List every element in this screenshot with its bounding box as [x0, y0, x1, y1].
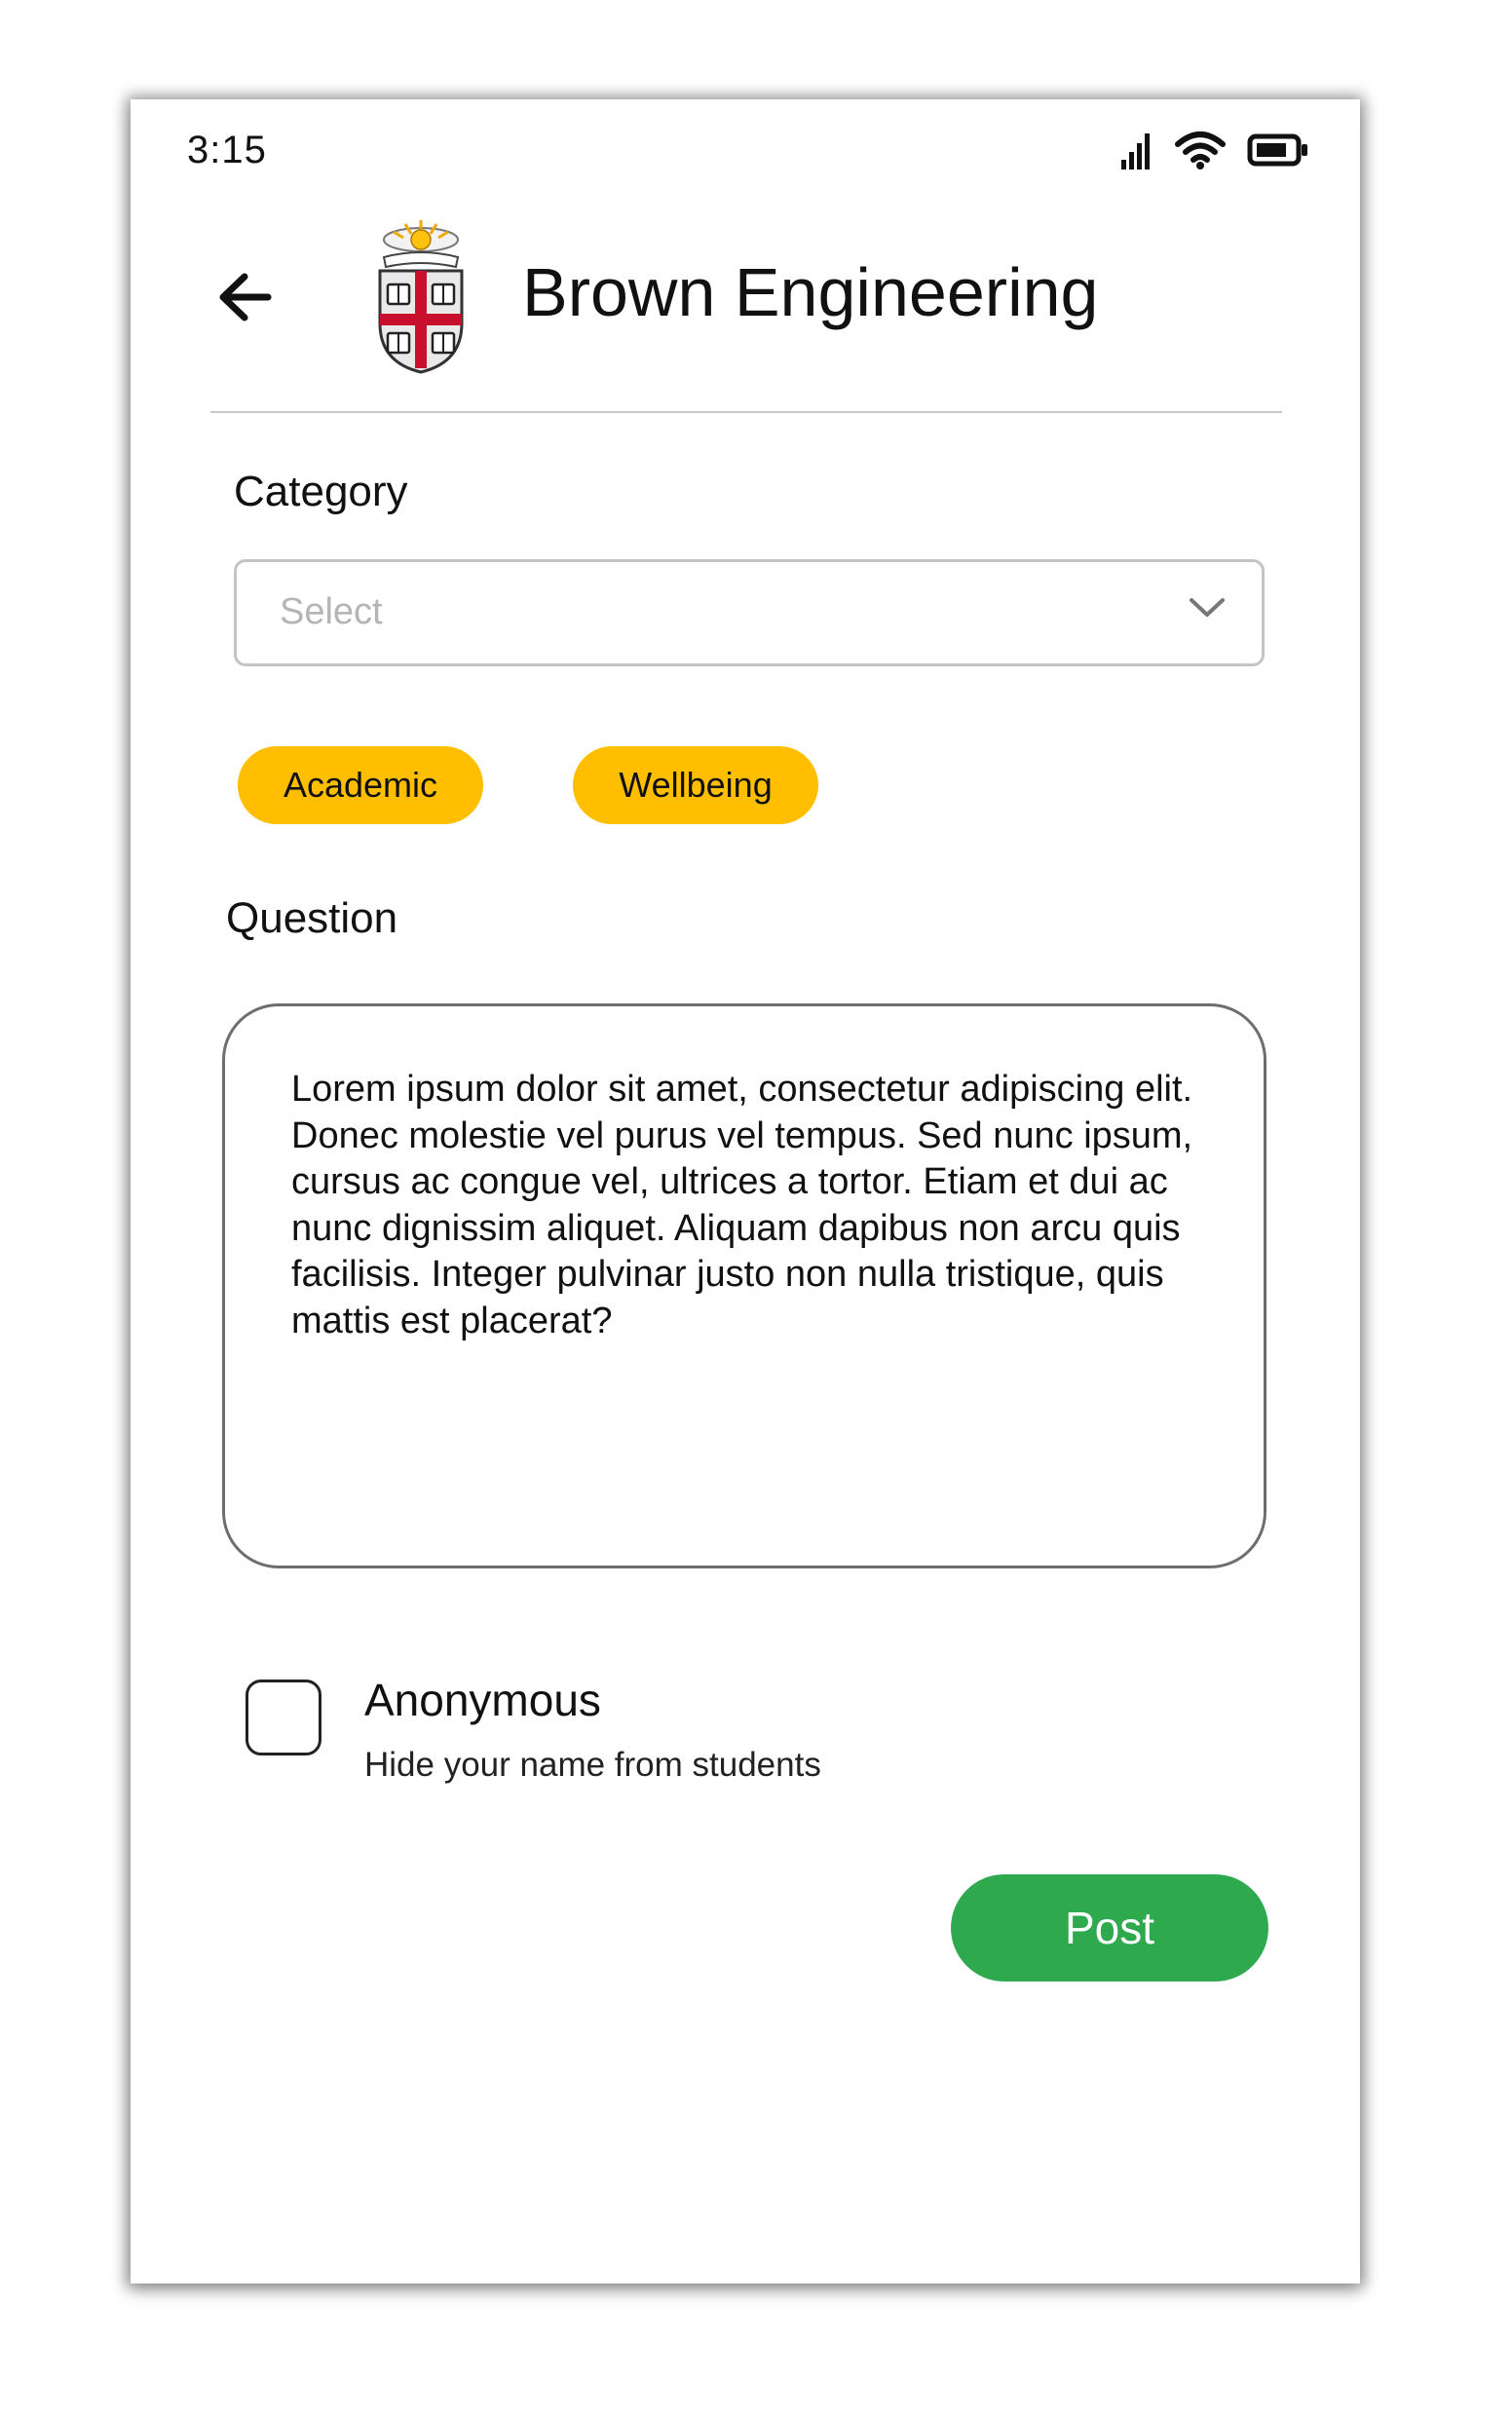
question-text: Lorem ipsum dolor sit amet, consectetur adipiscing elit. Donec molestie vel purus vel tempus. Sed nunc ipsum, cursus ac congue vel, ultrices a tortor. Etiam et dui ac nunc dignissim aliquet. Aliquam dapibus non arcu quis facilisis. Integer pulvinar justo non nulla tristique, quis mattis est placerat?	[291, 1069, 1193, 1341]
question-label: Question	[226, 894, 398, 942]
signal-icon	[1120, 131, 1153, 170]
category-select-placeholder: Select	[280, 591, 383, 632]
status-icons	[1120, 131, 1309, 170]
anonymous-label: Anonymous	[364, 1675, 601, 1725]
post-button[interactable]: Post	[951, 1874, 1268, 1982]
category-label: Category	[234, 468, 408, 515]
battery-icon	[1247, 132, 1309, 168]
category-select[interactable]	[234, 559, 1265, 666]
brown-crest-logo	[372, 218, 470, 374]
phone-screen	[131, 99, 1360, 2284]
chip-wellbeing[interactable]: Wellbeing	[573, 746, 818, 824]
chip-academic[interactable]: Academic	[238, 746, 483, 824]
chevron-down-icon	[1188, 595, 1227, 621]
anonymous-checkbox[interactable]	[246, 1680, 321, 1755]
page-title: Brown Engineering	[522, 254, 1099, 330]
wifi-icon	[1175, 131, 1226, 170]
header-divider	[210, 411, 1282, 413]
status-time: 3:15	[187, 129, 267, 171]
question-textarea[interactable]	[222, 1003, 1266, 1568]
status-bar	[131, 99, 1360, 207]
app-header	[210, 214, 1282, 399]
arrow-left-icon	[217, 272, 272, 322]
anonymous-help-text: Hide your name from students	[364, 1746, 821, 1784]
back-button[interactable]	[210, 263, 279, 331]
